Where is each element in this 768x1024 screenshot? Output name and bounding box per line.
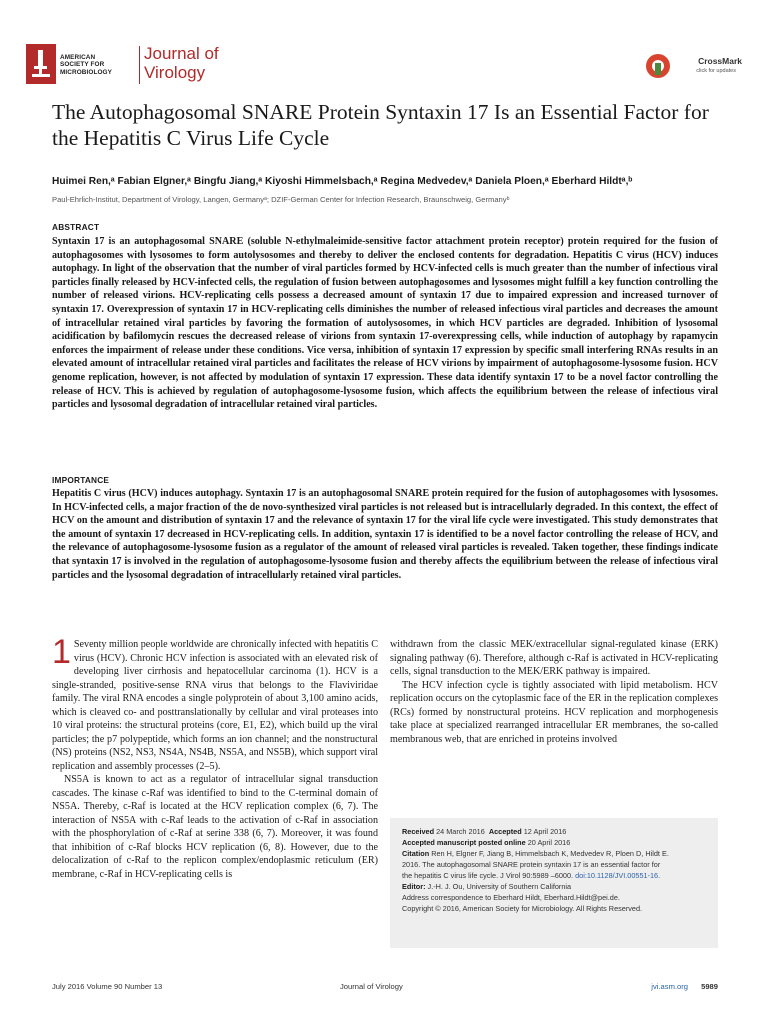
author-list: Huimei Ren,ᵃ Fabian Elgner,ᵃ Bingfu Jiang,ᵃ Kiyoshi Himmelsbach,ᵃ Regina Medvedev,ᵃ Daniela Ploen,ᵃ Eberhard Hildtᵃ,ᵇ [52,176,633,187]
issue-info: July 2016 Volume 90 Number 13 [52,982,163,991]
citation-line: the hepatitis C virus life cycle. J Virol 90:5989 –6000. doi:10.1128/JVI.00551-16. [402,871,661,880]
copyright-line: Copyright © 2016, American Society for Microbiology. All Rights Reserved. [402,904,643,913]
article-info-box [390,818,718,948]
article-title: The Autophagosomal SNARE Protein Syntaxin 17 Is an Essential Factor for the Hepatitis C Virus Life Cycle [52,100,709,150]
editor-line: Editor: J.-H. J. Ou, University of Southern California [402,882,572,891]
online-line: Accepted manuscript posted online 20 April 2016 [402,838,571,847]
affiliations: Paul-Ehrlich-Institut, Department of Virology, Langen, Germanyᵃ; DZIF-German Center for Infection Research, Braunschweig, Germanyᵇ [52,195,510,204]
asm-logo[interactable] [26,40,226,86]
importance-text: Hepatitis C virus (HCV) induces autophagy. Syntaxin 17 is an autophagosomal SNARE protein required for the fusion of autophagosomes with lysosomes. In HCV-infected cells, a major fraction of the de novo-synthesized viral particles is not released but is intracellularly degraded. In this context, the effect of HCV on the amount and distribution of syntaxin 17 and the relevance of syntaxin 17 for the viral life cycle were investigated. This study demonstrates that the amount of syntaxin 17 decreased in HCV-replicating cells. In addition, syntaxin 17 is identified to be a novel factor controlling the release of HCV, and the relevance of autophagosome-lysosome fusion as a regulator of the amount of released viral particles is revealed. Taken together, these findings indicate that syntaxin 17 is involved in the regulation of autophagosome-lysosome fusion and thereby affects the equilibrium between the release of infectious viral particles and the lysosomal degradation of intracellularly retained viral particles. [52,488,718,581]
correspondence-line: Address correspondence to Eberhard Hildt, Eberhard.Hildt@pei.de. [402,893,620,902]
body-column-right [390,638,718,746]
page-number: 5989 [701,982,718,991]
microscope-icon [26,44,56,84]
body-paragraph: withdrawn from the classic MEK/extracellular signal-regulated kinase (ERK) signaling pathway (6). Therefore, although c-Raf is activated in HCV-replicating cells, signal transduction to the MEK/ERK pathway is impaired. [390,639,718,677]
body-column-left [52,633,378,881]
doi-link[interactable]: doi:10.1128/JVI.00551-16. [575,871,661,880]
crossmark-icon [646,54,670,78]
abstract-heading: ABSTRACT [52,222,100,232]
divider [139,46,140,84]
received-line: Received 24 March 2016 Accepted 12 April 2016 [402,827,567,836]
abstract-text: Syntaxin 17 is an autophagosomal SNARE (soluble N-ethylmaleimide-sensitive factor attachment protein receptor) protein required for the fusion of autophagosomes with lysosomes to form autolysosomes and thereby to deliver the enclosed contents for degradation. Hepatitis C virus (HCV) induces autophagy. In light of the observation that the number of viral particles formed by HCV-infected cells is much greater than the number of infectious viral particles finally released by HCV-infected cells, the regulation of fusion between autophagosomes and lysosomes might fulfill a key function controlling the number of released virions. HCV-replicating cells possess a decreased amount of syntaxin 17 due to impaired expression and increased turnover of syntaxin 17. Overexpression of syntaxin 17 in HCV-replicating cells diminishes the number of released infectious viral particles and decreases the amount of intracellular retained viral particles by favoring the formation of autolysosomes, in which HCV particles are degraded. Inhibition of lysosomal acidification by bafilomycin rescues the decreased release of virions from syntaxin 17-overexpressing cells, while induction of autophagy by rapamycin enforces the impairment of release under these conditions. Vice versa, inhibition of syntaxin 17 expression by specific small interfering RNAs results in an elevated amount of intracellular retained viral particles and facilitates the release of HCV virions by impairment of autophagosome-lysosome fusion. HCV genome replication, however, is not affected by modulation of syntaxin 17 expression. These data identify syntaxin 17 to be a novel factor controlling the release of HCV. This is achieved by regulation of autophagosome-lysosome fusion, which affects the equilibrium between the release of infectious viral particles and lysosomal degradation of intracellular retained viral particles. [52,236,718,411]
drop-cap: 1 [52,633,71,671]
citation-line: Citation Ren H, Elgner F, Jiang B, Himmelsbach K, Medvedev R, Ploen D, Hildt E. [402,849,669,858]
crossmark-badge[interactable]: CrossMark click for updates [632,52,742,80]
journal-header [26,40,742,90]
footer-journal: Journal of Virology [340,982,403,991]
page-footer [52,982,718,994]
journal-site-link[interactable]: jvi.asm.org [651,982,688,991]
importance-heading: IMPORTANCE [52,475,110,485]
body-paragraph: 1 Seventy million people worldwide are chronically infected with hepatitis C virus (HCV). Chronic HCV infection is associated with an elevated risk of developing liver cirrhosis and hepatocellular carcinoma (1). HCV is a single-stranded, positive-sense RNA virus that belongs to the Flaviviridae family. The viral RNA encodes a single polyprotein of about 3,100 amino acids, which is cleaved co- and posttranslationally by cellular and viral proteases into 10 viral proteins: the structural proteins (core, E1, E2), which build up the viral particles; the p7 polypeptide, which forms an ion channel; and the nonstructural (NS) proteins (NS2, NS3, NS4A, NS4B, NS5A, and NS5B), which support viral replication and assembly processes (2–5). [52,633,378,772]
journal-name: Journal of Virology [144,44,219,82]
citation-line: 2016. The autophagosomal SNARE protein syntaxin 17 is an essential factor for [402,860,661,869]
body-paragraph: The HCV infection cycle is tightly associated with lipid metabolism. HCV replication occurs on the cytoplasmic face of the ER in the replication complexes (RCs) formed by nonstructural proteins. HCV replication and morphogenesis take place at specialized rearranged intracellular ER membranes, the so-called membranous web, that are enriched in proteins involved [390,679,718,745]
body-paragraph: NS5A is known to act as a regulator of intracellular signal transduction cascades. The kinase c-Raf was identified to bind to the C-terminal domain of NS5A. Thereby, c-Raf is located at the HCV replication complex (6, 7). The interaction of NS5A with c-Raf leads to the activation of c-Raf in association with the phosphorylation of c-Raf at serine 338 (6, 7). Moreover, it was found that inhibition of c-Raf blocks HCV replication (6, 8). However, due to the delocalization of c-Raf to the replicon complex/endoplasmic reticulum (ER) membrane, c-Raf in HCV-replicating cells is [52,774,378,880]
society-name: AMERICAN SOCIETY FOR MICROBIOLOGY [60,54,112,76]
